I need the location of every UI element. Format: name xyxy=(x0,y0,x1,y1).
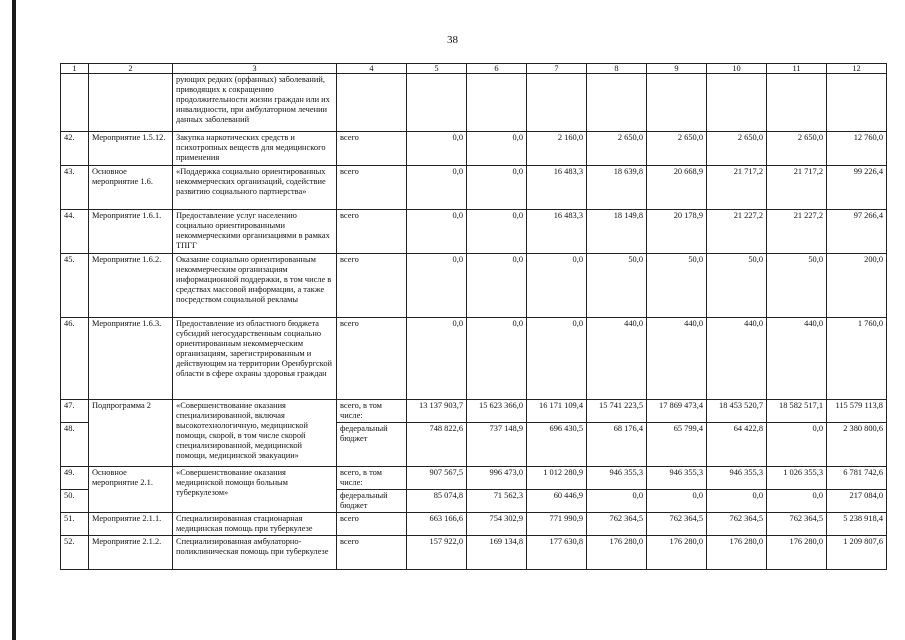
amount-cell xyxy=(587,74,647,132)
amount-cell: 176 280,0 xyxy=(587,536,647,570)
amount-cell: 0,0 xyxy=(467,210,527,254)
amount-cell: 20 178,9 xyxy=(647,210,707,254)
amount-cell: 0,0 xyxy=(587,490,647,513)
amount-cell: 71 562,3 xyxy=(467,490,527,513)
amount-cell: 0,0 xyxy=(407,166,467,210)
amount-cell xyxy=(707,74,767,132)
amount-cell: 6 781 742,6 xyxy=(827,467,887,490)
row-number-cell: 48. xyxy=(61,423,89,467)
table-row xyxy=(61,74,887,132)
amount-cell: 1 026 355,3 xyxy=(767,467,827,490)
column-number-cell: 8 xyxy=(587,64,647,74)
program-name-cell: Мероприятие 2.1.2. xyxy=(89,536,173,570)
amount-cell: 440,0 xyxy=(587,318,647,400)
row-number-cell: 47. xyxy=(61,400,89,423)
amount-cell: 1 760,0 xyxy=(827,318,887,400)
funding-source-cell: всего xyxy=(337,513,407,536)
amount-cell xyxy=(647,74,707,132)
program-description-cell: Оказание социально ориентированным некоммерческим организациям информационной поддержки, в том числе в средствах массовой информации, а также посредством социальной рекламы xyxy=(173,254,337,318)
program-description-cell: «Совершенствование оказания медицинской помощи больным туберкулезом» xyxy=(173,467,337,513)
amount-cell: 946 355,3 xyxy=(647,467,707,490)
amount-cell: 18 149,8 xyxy=(587,210,647,254)
page-binding-edge xyxy=(12,0,16,640)
amount-cell: 200,0 xyxy=(827,254,887,318)
amount-cell: 169 134,8 xyxy=(467,536,527,570)
amount-cell: 50,0 xyxy=(587,254,647,318)
amount-cell: 0,0 xyxy=(527,254,587,318)
amount-cell: 176 280,0 xyxy=(767,536,827,570)
column-number-cell: 5 xyxy=(407,64,467,74)
program-description-cell: «Поддержка социально ориентированных некоммерческих организаций, содействие развитию социального партнерства» xyxy=(173,166,337,210)
table-row xyxy=(61,536,887,570)
row-number-cell: 52. xyxy=(61,536,89,570)
amount-cell: 18 453 520,7 xyxy=(707,400,767,423)
amount-cell: 2 650,0 xyxy=(767,132,827,166)
amount-cell xyxy=(407,74,467,132)
column-number-cell: 7 xyxy=(527,64,587,74)
amount-cell: 176 280,0 xyxy=(647,536,707,570)
amount-cell: 16 483,3 xyxy=(527,210,587,254)
budget-table xyxy=(60,63,887,570)
amount-cell: 176 280,0 xyxy=(707,536,767,570)
program-name-cell: Мероприятие 1.5.12. xyxy=(89,132,173,166)
amount-cell: 0,0 xyxy=(407,132,467,166)
amount-cell: 0,0 xyxy=(767,423,827,467)
funding-source-cell: всего xyxy=(337,166,407,210)
amount-cell: 0,0 xyxy=(407,318,467,400)
amount-cell: 946 355,3 xyxy=(587,467,647,490)
amount-cell: 762 364,5 xyxy=(707,513,767,536)
amount-cell: 21 717,2 xyxy=(707,166,767,210)
amount-cell: 0,0 xyxy=(647,490,707,513)
table-row xyxy=(61,513,887,536)
amount-cell: 1 012 280,9 xyxy=(527,467,587,490)
amount-cell: 0,0 xyxy=(527,318,587,400)
amount-cell: 17 869 473,4 xyxy=(647,400,707,423)
amount-cell: 1 209 807,6 xyxy=(827,536,887,570)
amount-cell: 18 582 517,1 xyxy=(767,400,827,423)
table-row xyxy=(61,400,887,423)
amount-cell: 12 760,0 xyxy=(827,132,887,166)
program-description-cell: «Совершенствование оказания специализированной, включая высокотехнологичную, медицинской помощи, скорой, в том числе скорой специализированной, медицинской помощи, медицинской эвакуации» xyxy=(173,400,337,467)
program-name-cell: Основное мероприятие 2.1. xyxy=(89,467,173,513)
funding-source-cell: всего xyxy=(337,536,407,570)
amount-cell: 748 822,6 xyxy=(407,423,467,467)
amount-cell: 64 422,8 xyxy=(707,423,767,467)
amount-cell xyxy=(527,74,587,132)
amount-cell: 16 171 109,4 xyxy=(527,400,587,423)
amount-cell xyxy=(767,74,827,132)
amount-cell: 762 364,5 xyxy=(647,513,707,536)
amount-cell: 0,0 xyxy=(467,254,527,318)
funding-source-cell: федеральный бюджет xyxy=(337,490,407,513)
program-description-cell: Предоставление из областного бюджета субсидий негосударственным социально ориентированным некоммерческим организациям, зарегистрированным и действующим на территории Оренбургской области в сфере охраны здоровья граждан xyxy=(173,318,337,400)
amount-cell: 21 227,2 xyxy=(767,210,827,254)
program-name-cell: Мероприятие 1.6.2. xyxy=(89,254,173,318)
funding-source-cell: всего, в том числе: xyxy=(337,467,407,490)
amount-cell: 15 623 366,0 xyxy=(467,400,527,423)
amount-cell: 2 380 800,6 xyxy=(827,423,887,467)
column-number-cell: 10 xyxy=(707,64,767,74)
amount-cell: 2 650,0 xyxy=(707,132,767,166)
table-body xyxy=(61,64,887,570)
program-description-cell: Закупка наркотических средств и психотропных веществ для медицинского применения xyxy=(173,132,337,166)
program-name-cell: Мероприятие 1.6.3. xyxy=(89,318,173,400)
amount-cell xyxy=(827,74,887,132)
row-number-cell: 51. xyxy=(61,513,89,536)
amount-cell: 85 074,8 xyxy=(407,490,467,513)
row-number-cell: 49. xyxy=(61,467,89,490)
amount-cell: 21 717,2 xyxy=(767,166,827,210)
program-name-cell: Мероприятие 2.1.1. xyxy=(89,513,173,536)
row-number-cell xyxy=(61,74,89,132)
page-number: 38 xyxy=(447,34,458,46)
program-name-cell xyxy=(89,74,173,132)
amount-cell: 157 922,0 xyxy=(407,536,467,570)
amount-cell: 696 430,5 xyxy=(527,423,587,467)
program-description-cell: Специализированная амбулаторно-поликлиническая помощь при туберкулезе xyxy=(173,536,337,570)
funding-source-cell: всего xyxy=(337,210,407,254)
amount-cell: 0,0 xyxy=(767,490,827,513)
amount-cell: 762 364,5 xyxy=(587,513,647,536)
amount-cell: 440,0 xyxy=(767,318,827,400)
amount-cell: 996 473,0 xyxy=(467,467,527,490)
amount-cell: 2 650,0 xyxy=(587,132,647,166)
funding-source-cell: федеральный бюджет xyxy=(337,423,407,467)
amount-cell: 21 227,2 xyxy=(707,210,767,254)
amount-cell: 217 084,0 xyxy=(827,490,887,513)
amount-cell: 771 990,9 xyxy=(527,513,587,536)
amount-cell: 50,0 xyxy=(767,254,827,318)
amount-cell: 115 579 113,8 xyxy=(827,400,887,423)
amount-cell: 50,0 xyxy=(707,254,767,318)
amount-cell: 440,0 xyxy=(707,318,767,400)
row-number-cell: 44. xyxy=(61,210,89,254)
amount-cell: 15 741 223,5 xyxy=(587,400,647,423)
amount-cell: 16 483,3 xyxy=(527,166,587,210)
amount-cell: 0,0 xyxy=(407,210,467,254)
column-number-cell: 2 xyxy=(89,64,173,74)
amount-cell: 0,0 xyxy=(467,132,527,166)
column-number-cell: 11 xyxy=(767,64,827,74)
amount-cell: 0,0 xyxy=(467,166,527,210)
amount-cell xyxy=(467,74,527,132)
amount-cell: 946 355,3 xyxy=(707,467,767,490)
column-number-cell: 6 xyxy=(467,64,527,74)
amount-cell: 754 302,9 xyxy=(467,513,527,536)
table-row xyxy=(61,166,887,210)
row-number-cell: 43. xyxy=(61,166,89,210)
amount-cell: 907 567,5 xyxy=(407,467,467,490)
row-number-cell: 50. xyxy=(61,490,89,513)
amount-cell: 65 799,4 xyxy=(647,423,707,467)
amount-cell: 2 160,0 xyxy=(527,132,587,166)
program-description-cell: Специализированная стационарная медицинская помощь при туберкулезе xyxy=(173,513,337,536)
program-name-cell: Основное мероприятие 1.6. xyxy=(89,166,173,210)
funding-source-cell: всего xyxy=(337,318,407,400)
program-name-cell: Подпрограмма 2 xyxy=(89,400,173,467)
row-number-cell: 46. xyxy=(61,318,89,400)
amount-cell: 737 148,9 xyxy=(467,423,527,467)
amount-cell: 0,0 xyxy=(407,254,467,318)
funding-source-cell: всего, в том числе: xyxy=(337,400,407,423)
table-header-row xyxy=(61,64,887,74)
amount-cell: 18 639,8 xyxy=(587,166,647,210)
table-row xyxy=(61,132,887,166)
amount-cell: 20 668,9 xyxy=(647,166,707,210)
amount-cell: 97 266,4 xyxy=(827,210,887,254)
amount-cell: 0,0 xyxy=(467,318,527,400)
amount-cell: 50,0 xyxy=(647,254,707,318)
amount-cell: 68 176,4 xyxy=(587,423,647,467)
table-row xyxy=(61,467,887,490)
amount-cell: 60 446,9 xyxy=(527,490,587,513)
amount-cell: 13 137 903,7 xyxy=(407,400,467,423)
column-number-cell: 4 xyxy=(337,64,407,74)
amount-cell: 0,0 xyxy=(707,490,767,513)
amount-cell: 177 630,8 xyxy=(527,536,587,570)
amount-cell: 2 650,0 xyxy=(647,132,707,166)
table-row xyxy=(61,210,887,254)
table-row xyxy=(61,318,887,400)
amount-cell: 99 226,4 xyxy=(827,166,887,210)
column-number-cell: 3 xyxy=(173,64,337,74)
amount-cell: 5 238 918,4 xyxy=(827,513,887,536)
amount-cell: 440,0 xyxy=(647,318,707,400)
funding-source-cell: всего xyxy=(337,254,407,318)
funding-source-cell xyxy=(337,74,407,132)
funding-source-cell: всего xyxy=(337,132,407,166)
program-description-cell: Предоставление услуг населению социально ориентированными некоммерческими организациями в рамках ТПГГ xyxy=(173,210,337,254)
program-name-cell: Мероприятие 1.6.1. xyxy=(89,210,173,254)
column-number-cell: 1 xyxy=(61,64,89,74)
column-number-cell: 9 xyxy=(647,64,707,74)
amount-cell: 663 166,6 xyxy=(407,513,467,536)
program-description-cell: рующих редких (орфанных) заболеваний, приводящих к сокращению продолжительности жизни граждан или их инвалидности, при амбулаторном лечении данных заболеваний xyxy=(173,74,337,132)
row-number-cell: 45. xyxy=(61,254,89,318)
row-number-cell: 42. xyxy=(61,132,89,166)
table-row xyxy=(61,254,887,318)
column-number-cell: 12 xyxy=(827,64,887,74)
amount-cell: 762 364,5 xyxy=(767,513,827,536)
